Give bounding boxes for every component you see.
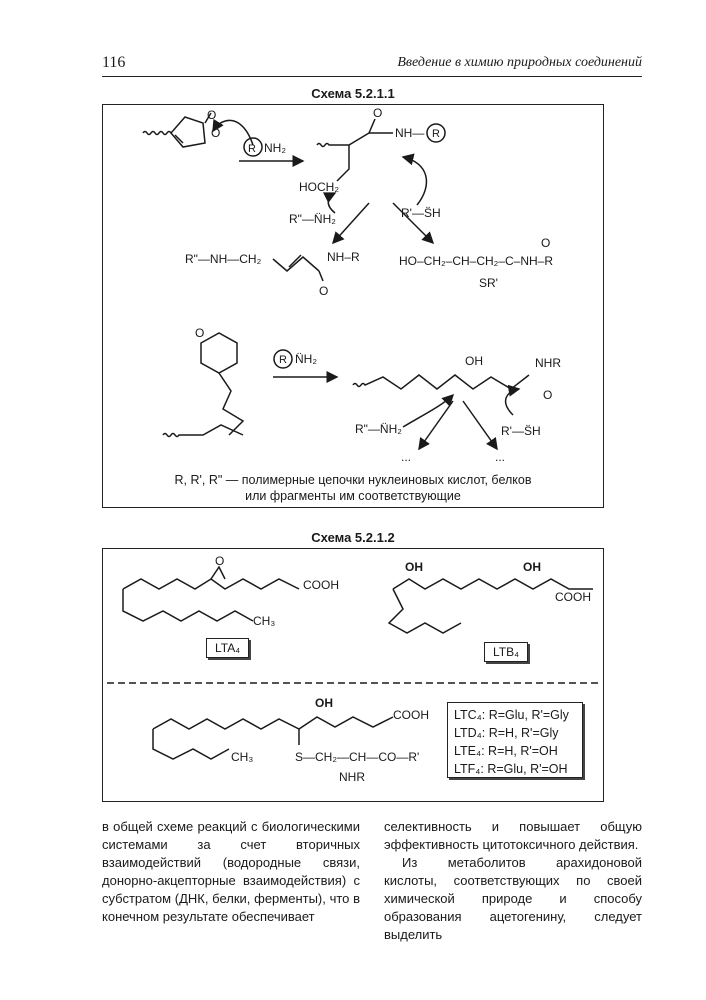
ltb4-chain (393, 579, 593, 589)
product-right-sr: SR' (479, 276, 498, 290)
variant-lte4: LTE₄: R=H, R'=OH (454, 744, 558, 758)
ltb4-oh-right: OH (523, 560, 541, 574)
scheme1-legend (102, 472, 604, 504)
curved-arrow-thiol (403, 157, 426, 205)
intermediate-backbone (317, 119, 375, 147)
body-right-paragraph-1: селективность и повышает общую эффективность цитотоксичного действия. (384, 819, 642, 852)
ltc-cooh: COOH (393, 708, 429, 722)
product-right-o: O (541, 236, 551, 250)
running-title: Введение в химию природных соединений (397, 55, 642, 70)
legend-line-2: или фрагменты им соответствующие (245, 489, 461, 503)
leukotriene-variants-box (447, 702, 583, 778)
branch-arrow-left (333, 203, 369, 243)
nh2-label-bottom: N̈H₂ (295, 352, 317, 366)
page-header (102, 52, 642, 77)
o-bottom-label: O (543, 388, 553, 402)
attack-arrow-right (506, 389, 519, 415)
pyranone-o-carbonyl: O (195, 326, 205, 340)
branch-arrow-br (463, 401, 497, 449)
scheme2-caption: Схема 5.2.1.2 (311, 530, 395, 545)
r-label-bottom: R (279, 354, 287, 366)
r1-sh-bottom-label: R'—S̈H (501, 424, 541, 438)
wavy-bond (143, 132, 171, 135)
r2-nh2-bottom-label: R"—N̈H₂ (355, 422, 402, 436)
variant-ltf4: LTF₄: R=Glu, R'=OH (454, 762, 568, 776)
pyranone-ring (201, 333, 237, 373)
page-number: 116 (102, 54, 126, 71)
hoch2-label: HOCH₂ (299, 180, 339, 194)
dots-left: ... (401, 450, 412, 464)
scheme1-diagram (103, 105, 603, 507)
curved-arrow-amine (328, 193, 335, 213)
nhr-label: NHR (535, 356, 561, 370)
dots-right: ... (495, 450, 506, 464)
r-label-top: R (248, 143, 256, 155)
variant-ltc4: LTC₄: R=Glu, R'=Gly (454, 708, 569, 722)
ltc-oh: OH (315, 696, 333, 710)
body-right-column (384, 818, 642, 944)
variant-ltd4: LTD₄: R=H, R'=Gly (454, 726, 559, 740)
ring-o1: O (211, 126, 221, 140)
lta4-cooh: COOH (303, 578, 339, 592)
ltb4-cooh: COOH (555, 590, 591, 604)
body-left-paragraph: в общей схеме реакций с биологическими системами за счет вторичных взаимодействий (водородные связи, донорно-акцепторные взаимодействия) с субстратом (ДНК, белки, ферменты), что в конечном результате обеспечивает (102, 819, 360, 924)
ltb4-oh-left: OH (405, 560, 423, 574)
lta4-chain (123, 579, 299, 589)
ltc-side-chain: S—CH₂—CH—CO—R' (295, 750, 420, 764)
lta4-ch3: CH₃ (253, 614, 276, 628)
product-chain (353, 375, 529, 389)
ltc-ch3: CH₃ (231, 750, 254, 764)
ltb4-label-box: LTB₄ (484, 642, 528, 662)
ring-o2: O (207, 108, 217, 122)
r2-nh2-label: R"—N̈H₂ (289, 212, 336, 226)
nh2-label-top: NH₂ (264, 141, 286, 155)
epoxide-o: O (215, 554, 225, 568)
r-label-amide: R (432, 128, 440, 140)
legend-line-1: R, R', R" — полимерные цепочки нуклеиновых кислот, белков (174, 473, 532, 487)
lta4-label-box: LTA₄ (206, 638, 249, 658)
ltc-nhr: NHR (339, 770, 365, 784)
body-right-paragraph-2: Из метаболитов арахидоновой кислоты, соответствующих по своей химической природе и способу образования ацетогенину, следует выделить (384, 855, 642, 942)
scheme1-caption: Схема 5.2.1.1 (311, 86, 395, 101)
scheme1-box (102, 104, 604, 508)
product-left-label: R"—NH—CH₂ (185, 252, 262, 266)
lactone-ring (171, 117, 205, 147)
body-left-column (102, 818, 360, 926)
r1-sh-label: R'—S̈H (401, 206, 441, 220)
ltc-chain (153, 717, 393, 729)
amide-nh: NH— (395, 126, 425, 140)
o-top: O (373, 106, 383, 120)
product-left-nhr: NH–R (327, 250, 360, 264)
oh-label: OH (465, 354, 483, 368)
product-right-label: HO–CH₂–CH–CH₂–C–NH–R (399, 254, 554, 268)
product-left-o: O (319, 284, 329, 298)
